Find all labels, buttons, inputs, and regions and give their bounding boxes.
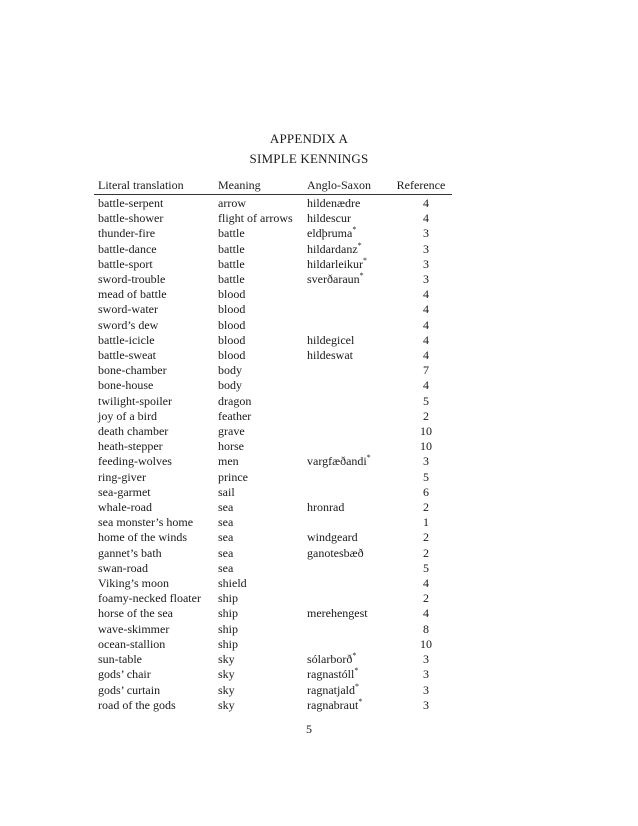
appendix-title: APPENDIX A (269, 131, 349, 146)
anglo-saxon-cell (303, 333, 390, 348)
meaning-cell: sea (218, 515, 234, 530)
reference-cell: 3 (423, 697, 429, 712)
literal-translation-cell: battle-sport (98, 256, 153, 271)
anglo-saxon-cell (303, 637, 390, 652)
meaning-cell: battle (218, 272, 245, 287)
meaning-cell: sea (218, 560, 234, 575)
footnote-asterisk: * (352, 651, 357, 661)
meaning-cell: shield (218, 576, 247, 591)
table-row (94, 591, 452, 606)
anglo-saxon-word: eldþruma (307, 226, 353, 241)
header-literal-translation: Literal translation (94, 178, 214, 195)
table-row (94, 622, 452, 637)
reference-cell: 5 (423, 393, 429, 408)
meaning-cell: sky (218, 682, 235, 697)
reference-cell: 8 (423, 621, 429, 636)
literal-translation-cell: battle-shower (98, 211, 164, 226)
anglo-saxon-word: ragnastóll (307, 667, 355, 682)
meaning-cell: horse (218, 439, 244, 454)
anglo-saxon-cell (303, 591, 390, 606)
table-row (94, 561, 452, 576)
table-row (94, 348, 452, 363)
anglo-saxon-cell (303, 195, 390, 212)
meaning-cell: battle (218, 241, 245, 256)
meaning-cell: body (218, 363, 242, 378)
reference-cell: 10 (420, 636, 432, 651)
anglo-saxon-word: windgeard (307, 530, 358, 545)
reference-cell: 4 (423, 317, 429, 332)
header-anglo-saxon: Anglo-Saxon (303, 178, 390, 195)
table-row (94, 242, 452, 257)
table-row (94, 409, 452, 424)
meaning-cell: sea (218, 530, 234, 545)
anglo-saxon-word: merehengest (307, 606, 368, 621)
reference-cell: 2 (423, 530, 429, 545)
table-row (94, 546, 452, 561)
table-row (94, 470, 452, 485)
anglo-saxon-cell (303, 348, 390, 363)
reference-cell: 4 (423, 332, 429, 347)
table-row (94, 257, 452, 272)
literal-translation-cell: bone-chamber (98, 363, 167, 378)
reference-cell: 4 (423, 606, 429, 621)
table-row (94, 333, 452, 348)
anglo-saxon-word: sverðaraun (307, 272, 360, 287)
table-row (94, 652, 452, 667)
literal-translation-cell: whale-road (98, 500, 152, 515)
kennings-table-container (94, 178, 452, 713)
anglo-saxon-cell (303, 530, 390, 545)
reference-cell: 4 (423, 302, 429, 317)
table-body (94, 195, 452, 713)
anglo-saxon-cell (303, 424, 390, 439)
table-row (94, 439, 452, 454)
section-subtitle: SIMPLE KENNINGS (249, 151, 369, 166)
literal-translation-cell: heath-stepper (98, 439, 163, 454)
reference-cell: 3 (423, 454, 429, 469)
literal-translation-cell: home of the winds (98, 530, 187, 545)
anglo-saxon-cell (303, 606, 390, 621)
reference-cell: 10 (420, 439, 432, 454)
table-row (94, 272, 452, 287)
table-row (94, 515, 452, 530)
literal-translation-cell: battle-icicle (98, 332, 155, 347)
table-row (94, 211, 452, 226)
anglo-saxon-cell (303, 698, 390, 713)
anglo-saxon-cell (303, 318, 390, 333)
anglo-saxon-cell (303, 409, 390, 424)
meaning-cell: men (218, 454, 239, 469)
table-row (94, 576, 452, 591)
literal-translation-cell: sword-trouble (98, 272, 166, 287)
anglo-saxon-cell (303, 272, 390, 287)
literal-translation-cell: thunder-fire (98, 226, 156, 241)
anglo-saxon-word: hronrad (307, 500, 345, 515)
meaning-cell: sky (218, 667, 235, 682)
literal-translation-cell: sea-garmet (98, 484, 151, 499)
reference-cell: 3 (423, 256, 429, 271)
reference-cell: 3 (423, 667, 429, 682)
literal-translation-cell: sea monster’s home (98, 515, 194, 530)
reference-cell: 3 (423, 241, 429, 256)
literal-translation-cell: foamy-necked floater (98, 591, 201, 606)
meaning-cell: battle (218, 226, 245, 241)
footnote-asterisk: * (357, 240, 362, 250)
table-row (94, 667, 452, 682)
anglo-saxon-cell (303, 211, 390, 226)
anglo-saxon-word: hildegicel (307, 332, 355, 347)
meaning-cell: blood (218, 302, 246, 317)
anglo-saxon-cell (303, 439, 390, 454)
reference-cell: 2 (423, 591, 429, 606)
table-row (94, 530, 452, 545)
literal-translation-cell: gods’ chair (98, 667, 151, 682)
anglo-saxon-cell (303, 652, 390, 667)
table-row (94, 394, 452, 409)
anglo-saxon-word: ragnatjald (307, 682, 355, 697)
table-row (94, 287, 452, 302)
anglo-saxon-cell (303, 470, 390, 485)
footnote-asterisk: * (366, 453, 371, 463)
meaning-cell: flight of arrows (218, 211, 293, 226)
meaning-cell: blood (218, 332, 246, 347)
anglo-saxon-cell (303, 378, 390, 393)
meaning-cell: battle (218, 256, 245, 271)
meaning-cell: dragon (218, 393, 252, 408)
anglo-saxon-cell (303, 257, 390, 272)
literal-translation-cell: feeding-wolves (98, 454, 172, 469)
meaning-cell: ship (218, 591, 239, 606)
literal-translation-cell: death chamber (98, 424, 169, 439)
anglo-saxon-word: hildenædre (307, 196, 361, 210)
footnote-asterisk: * (362, 255, 367, 265)
literal-translation-cell: road of the gods (98, 697, 176, 712)
meaning-cell: sail (218, 484, 235, 499)
anglo-saxon-word: sólarborð (307, 652, 353, 667)
header-reference: Reference (390, 178, 452, 195)
anglo-saxon-word: hildescur (307, 211, 351, 226)
kennings-table (94, 178, 452, 713)
anglo-saxon-cell (303, 394, 390, 409)
reference-cell: 5 (423, 469, 429, 484)
literal-translation-cell: battle-sweat (98, 348, 156, 363)
reference-cell: 2 (423, 500, 429, 515)
reference-cell: 4 (423, 378, 429, 393)
reference-cell: 4 (423, 348, 429, 363)
table-row (94, 363, 452, 378)
anglo-saxon-cell (303, 485, 390, 500)
meaning-cell: body (218, 378, 242, 393)
table-header (94, 178, 452, 195)
table-row (94, 318, 452, 333)
literal-translation-cell: joy of a bird (98, 408, 157, 423)
reference-cell: 1 (423, 515, 429, 530)
footnote-asterisk: * (354, 666, 359, 676)
reference-cell: 3 (423, 652, 429, 667)
meaning-cell: blood (218, 348, 246, 363)
reference-cell: 6 (423, 484, 429, 499)
reference-cell: 10 (420, 424, 432, 439)
footnote-asterisk: * (358, 696, 363, 706)
anglo-saxon-cell (303, 454, 390, 469)
header-meaning: Meaning (214, 178, 303, 195)
reference-cell: 2 (423, 408, 429, 423)
literal-translation-cell: wave-skimmer (98, 621, 170, 636)
meaning-cell: ship (218, 606, 239, 621)
anglo-saxon-cell (303, 667, 390, 682)
table-row (94, 698, 452, 713)
meaning-cell: ship (218, 636, 239, 651)
anglo-saxon-word: hildeswat (307, 348, 353, 363)
anglo-saxon-cell (303, 302, 390, 317)
literal-translation-cell: battle-dance (98, 241, 157, 256)
literal-translation-cell: ocean-stallion (98, 636, 166, 651)
literal-translation-cell: swan-road (98, 560, 148, 575)
anglo-saxon-word: hildardanz (307, 241, 358, 256)
table-row (94, 378, 452, 393)
literal-translation-cell: gods’ curtain (98, 682, 161, 697)
anglo-saxon-word: ragnabraut (307, 697, 359, 712)
anglo-saxon-cell (303, 226, 390, 241)
reference-cell: 3 (423, 682, 429, 697)
reference-cell: 4 (423, 196, 429, 210)
reference-cell: 4 (423, 576, 429, 591)
table-row (94, 500, 452, 515)
anglo-saxon-cell (303, 576, 390, 591)
anglo-saxon-cell (303, 287, 390, 302)
meaning-cell: sea (218, 500, 234, 515)
anglo-saxon-word: vargfæðandi (307, 454, 367, 469)
reference-cell: 7 (423, 363, 429, 378)
anglo-saxon-cell (303, 546, 390, 561)
table-row (94, 195, 452, 212)
anglo-saxon-cell (303, 561, 390, 576)
table-row (94, 424, 452, 439)
literal-translation-cell: mead of battle (98, 287, 167, 302)
table-row (94, 454, 452, 469)
meaning-cell: prince (218, 469, 248, 484)
footnote-asterisk: * (354, 681, 359, 691)
meaning-cell: feather (218, 408, 252, 423)
meaning-cell: grave (218, 424, 245, 439)
meaning-cell: blood (218, 317, 246, 332)
reference-cell: 4 (423, 287, 429, 302)
reference-cell: 4 (423, 211, 429, 226)
literal-translation-cell: Viking’s moon (98, 576, 169, 591)
footnote-asterisk: * (352, 225, 357, 235)
reference-cell: 3 (423, 226, 429, 241)
anglo-saxon-cell (303, 242, 390, 257)
meaning-cell: arrow (218, 196, 246, 210)
anglo-saxon-cell (303, 683, 390, 698)
literal-translation-cell: ring-giver (98, 469, 146, 484)
table-row (94, 226, 452, 241)
anglo-saxon-word: ganotesbæð (307, 545, 364, 560)
literal-translation-cell: horse of the sea (98, 606, 173, 621)
meaning-cell: sky (218, 697, 235, 712)
anglo-saxon-cell (303, 363, 390, 378)
anglo-saxon-word: hildarleikur (307, 256, 363, 271)
meaning-cell: sea (218, 545, 234, 560)
meaning-cell: blood (218, 287, 246, 302)
header-row (94, 178, 452, 195)
anglo-saxon-cell (303, 500, 390, 515)
reference-cell: 3 (423, 272, 429, 287)
literal-translation-cell: sword-water (98, 302, 158, 317)
meaning-cell: ship (218, 621, 239, 636)
reference-cell: 5 (423, 560, 429, 575)
table-row (94, 485, 452, 500)
literal-translation-cell: gannet’s bath (98, 545, 162, 560)
table-row (94, 302, 452, 317)
table-row (94, 683, 452, 698)
page-number: 5 (306, 722, 312, 736)
anglo-saxon-cell (303, 515, 390, 530)
reference-cell: 2 (423, 545, 429, 560)
anglo-saxon-cell (303, 622, 390, 637)
table-row (94, 637, 452, 652)
footnote-asterisk: * (359, 271, 364, 281)
literal-translation-cell: sun-table (98, 652, 142, 667)
table-row (94, 606, 452, 621)
meaning-cell: sky (218, 652, 235, 667)
literal-translation-cell: bone-house (98, 378, 154, 393)
literal-translation-cell: twilight-spoiler (98, 393, 172, 408)
literal-translation-cell: sword’s dew (98, 317, 159, 332)
literal-translation-cell: battle-serpent (98, 196, 164, 210)
